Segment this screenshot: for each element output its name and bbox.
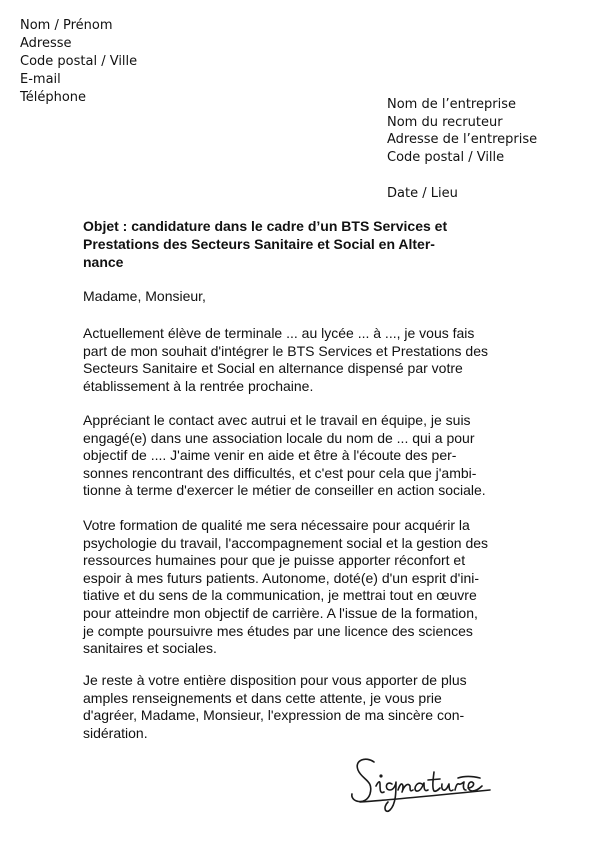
paragraph-line: Votre formation de qualité me sera nécessaire pour acquérir la <box>83 517 470 533</box>
paragraph-line: amples renseignements et dans cette attente, je vous prie <box>83 689 442 706</box>
sender-block <box>20 17 137 107</box>
recipient-address: Adresse de l’entreprise <box>387 132 538 147</box>
recipient-recruiter: Nom du recruteur <box>387 114 503 130</box>
paragraph-line: sidération. <box>83 724 148 741</box>
sender-address: Adresse <box>20 36 72 51</box>
sender-phone: Téléphone <box>20 90 87 105</box>
paragraph-line: d'agréer, Madame, Monsieur, l'expression de ma sincère con- <box>83 707 465 724</box>
subject-line <box>83 217 503 271</box>
subject-line-3: nance <box>83 254 124 270</box>
paragraph-line: établissement à la rentrée prochaine. <box>83 377 314 394</box>
paragraph-line: sanitaires et sociales. <box>83 640 217 657</box>
paragraph-line: Je reste à votre entière disposition pour vous apporter de plus <box>83 672 467 688</box>
sender-email: E-mail <box>20 72 61 87</box>
paragraph-line: sonnes rencontrant des difficultés, et c'est pour cela que j'ambi- <box>83 464 477 481</box>
salutation: Madame, Monsieur, <box>83 288 206 304</box>
paragraph-line: part de mon souhait d'intégrer le BTS Services et Prestations des <box>83 342 488 359</box>
recipient-block <box>387 96 537 166</box>
paragraph-motivation <box>83 412 523 500</box>
date-place: Date / Lieu <box>387 186 458 201</box>
paragraph-line: psychologie du travail, l'accompagnement social et la gestion des <box>83 534 489 551</box>
paragraph-line: objectif de .... J'aime venir en aide et être à l'écoute des per- <box>83 447 457 464</box>
sender-name: Nom / Prénom <box>20 18 113 33</box>
paragraph-line: ressources humaines pour que je puisse apporter réconfort et <box>83 552 466 569</box>
subject-line-2: Prestations des Secteurs Sanitaire et Social en Alter- <box>83 236 435 252</box>
paragraph-line: engagé(e) dans une association locale du nom de ... qui a pour <box>83 429 475 446</box>
paragraph-line: tiative et du sens de la communication, je mettrai tout en œuvre <box>83 587 477 604</box>
recipient-postal-city: Code postal / Ville <box>387 149 505 165</box>
paragraph-line: pour atteindre mon objectif de carrière. A l'issue de la formation, <box>83 604 478 621</box>
paragraph-training <box>83 517 523 658</box>
sender-postal-city: Code postal / Ville <box>20 54 138 69</box>
paragraph-closing <box>83 672 523 742</box>
subject-line-1: Objet : candidature dans le cadre d’un BTS Services et <box>83 218 448 234</box>
paragraph-line: Appréciant le contact avec autrui et le travail en équipe, je suis <box>83 412 471 428</box>
recipient-company: Nom de l’entreprise <box>387 97 516 112</box>
paragraph-line: Secteurs Sanitaire et Social en alternance dispensé par votre <box>83 360 463 377</box>
signature-drawing <box>340 750 500 820</box>
paragraph-intro <box>83 325 523 395</box>
paragraph-line: Actuellement élève de terminale ... au lycée ... à ..., je vous fais <box>83 325 475 341</box>
handwritten-signature <box>340 750 500 820</box>
paragraph-line: je compte poursuivre mes études par une licence des sciences <box>83 622 473 639</box>
paragraph-line: tionne à terme d'exercer le métier de conseiller en action sociale. <box>83 482 486 499</box>
paragraph-line: espoir à mes futurs patients. Autonome, doté(e) d'un esprit d'ini- <box>83 569 479 586</box>
